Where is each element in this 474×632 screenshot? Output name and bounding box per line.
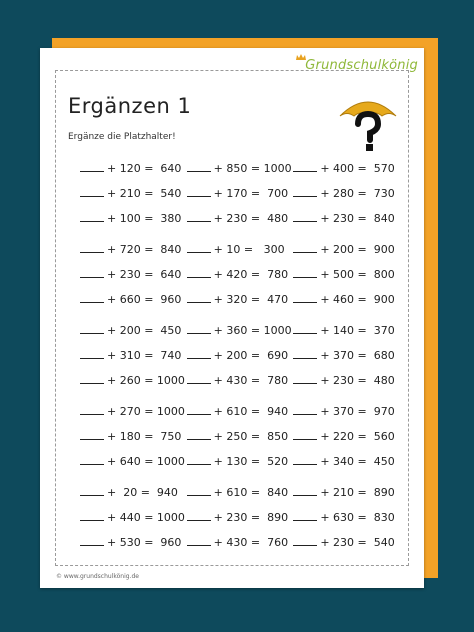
equation-text: + 230 = 640 (107, 268, 182, 281)
equation-text: + 100 = 380 (107, 212, 182, 225)
equation (187, 162, 294, 175)
equation-text: + 850 = 1000 (213, 162, 292, 175)
equation (187, 212, 294, 225)
equation-text: + 140 = 370 (320, 324, 395, 337)
equation-text: + 230 = 480 (320, 374, 395, 387)
brand-logo: Grundschulkönig (305, 58, 418, 73)
answer-blank[interactable] (80, 164, 104, 172)
answer-blank[interactable] (293, 214, 317, 222)
answer-blank[interactable] (187, 270, 211, 278)
equation-text: + 440 = 1000 (107, 511, 185, 524)
equation-text: + 280 = 730 (320, 187, 395, 200)
page-title: Ergänzen 1 (68, 94, 192, 118)
equation-text: + 10 = 300 (213, 243, 285, 256)
equation-text: + 340 = 450 (320, 455, 395, 468)
equation (187, 268, 294, 281)
equation-text: + 230 = 480 (213, 212, 289, 225)
answer-blank[interactable] (293, 488, 317, 496)
exercise-group (80, 480, 400, 555)
exercise-group (80, 156, 400, 231)
equation (293, 430, 400, 443)
exercise-group (80, 237, 400, 312)
equation (187, 455, 294, 468)
equation (293, 212, 400, 225)
answer-blank[interactable] (293, 407, 317, 415)
equation-text: + 500 = 800 (320, 268, 395, 281)
equation (80, 268, 187, 281)
exercise-row (80, 480, 400, 505)
answer-blank[interactable] (293, 513, 317, 521)
equation-text: + 220 = 560 (320, 430, 395, 443)
exercise-row (80, 399, 400, 424)
equation-text: + 660 = 960 (107, 293, 182, 306)
answer-blank[interactable] (187, 488, 211, 496)
equation-text: + 230 = 890 (213, 511, 289, 524)
equation-text: + 610 = 840 (213, 486, 289, 499)
answer-blank[interactable] (293, 295, 317, 303)
equation (187, 324, 294, 337)
equation (187, 511, 294, 524)
answer-blank[interactable] (293, 326, 317, 334)
equation (293, 268, 400, 281)
equation-text: + 370 = 680 (320, 349, 395, 362)
equation-text: + 360 = 1000 (213, 324, 292, 337)
answer-blank[interactable] (80, 376, 104, 384)
answer-blank[interactable] (80, 538, 104, 546)
equation (80, 455, 187, 468)
exercise-row (80, 368, 400, 393)
instruction-text: Ergänze die Platzhalter! (68, 132, 176, 142)
answer-blank[interactable] (293, 432, 317, 440)
equation-text: + 200 = 450 (107, 324, 182, 337)
equation (293, 243, 400, 256)
answer-blank[interactable] (187, 457, 211, 465)
answer-blank[interactable] (187, 407, 211, 415)
equation-text: + 370 = 970 (320, 405, 395, 418)
equation-text: + 170 = 700 (213, 187, 289, 200)
equation (80, 349, 187, 362)
answer-blank[interactable] (187, 351, 211, 359)
equation (293, 187, 400, 200)
equation-text: + 130 = 520 (213, 455, 289, 468)
question-umbrella-icon (336, 94, 400, 156)
answer-blank[interactable] (80, 214, 104, 222)
equation (293, 455, 400, 468)
equation (293, 405, 400, 418)
answer-blank[interactable] (293, 457, 317, 465)
equation (80, 293, 187, 306)
answer-blank[interactable] (187, 326, 211, 334)
answer-blank[interactable] (187, 295, 211, 303)
exercise-row (80, 156, 400, 181)
equation (293, 324, 400, 337)
equation (80, 536, 187, 549)
answer-blank[interactable] (187, 189, 211, 197)
answer-blank[interactable] (187, 538, 211, 546)
equation-text: + 200 = 900 (320, 243, 395, 256)
equation (80, 243, 187, 256)
equation (187, 374, 294, 387)
equation-text: + 420 = 780 (213, 268, 289, 281)
answer-blank[interactable] (80, 513, 104, 521)
equation (293, 511, 400, 524)
exercise-grid (80, 156, 400, 561)
equation-text: + 210 = 890 (320, 486, 395, 499)
answer-blank[interactable] (293, 351, 317, 359)
equation-text: + 120 = 640 (107, 162, 182, 175)
answer-blank[interactable] (293, 189, 317, 197)
answer-blank[interactable] (80, 407, 104, 415)
equation (293, 374, 400, 387)
answer-blank[interactable] (80, 326, 104, 334)
exercise-row (80, 343, 400, 368)
equation (187, 187, 294, 200)
equation (293, 536, 400, 549)
equation (80, 162, 187, 175)
equation-text: + 20 = 940 (107, 486, 178, 499)
exercise-row (80, 505, 400, 530)
answer-blank[interactable] (293, 376, 317, 384)
exercise-row (80, 449, 400, 474)
equation-text: + 640 = 1000 (107, 455, 185, 468)
equation-text: + 260 = 1000 (107, 374, 185, 387)
equation-text: + 200 = 690 (213, 349, 289, 362)
answer-blank[interactable] (293, 538, 317, 546)
exercise-row (80, 181, 400, 206)
exercise-group (80, 399, 400, 474)
worksheet-page (40, 48, 424, 588)
answer-blank[interactable] (187, 376, 211, 384)
equation-text: + 270 = 1000 (107, 405, 185, 418)
answer-blank[interactable] (80, 488, 104, 496)
exercise-row (80, 318, 400, 343)
equation (293, 349, 400, 362)
answer-blank[interactable] (187, 164, 211, 172)
equation (187, 293, 294, 306)
exercise-row (80, 424, 400, 449)
equation (80, 187, 187, 200)
equation-text: + 720 = 840 (107, 243, 182, 256)
exercise-row (80, 206, 400, 231)
equation-text: + 430 = 760 (213, 536, 289, 549)
equation (187, 486, 294, 499)
equation (80, 486, 187, 499)
equation-text: + 320 = 470 (213, 293, 289, 306)
equation (187, 536, 294, 549)
equation (80, 374, 187, 387)
equation (293, 486, 400, 499)
answer-blank[interactable] (80, 351, 104, 359)
answer-blank[interactable] (80, 432, 104, 440)
equation-text: + 230 = 840 (320, 212, 395, 225)
equation-text: + 250 = 850 (213, 430, 289, 443)
answer-blank[interactable] (80, 295, 104, 303)
equation (187, 349, 294, 362)
equation (293, 162, 400, 175)
equation (80, 405, 187, 418)
equation-text: + 230 = 540 (320, 536, 395, 549)
equation (187, 430, 294, 443)
equation (80, 324, 187, 337)
equation-text: + 630 = 830 (320, 511, 395, 524)
equation (293, 293, 400, 306)
answer-blank[interactable] (187, 513, 211, 521)
answer-blank[interactable] (187, 214, 211, 222)
exercise-group (80, 318, 400, 393)
exercise-row (80, 530, 400, 555)
exercise-row (80, 287, 400, 312)
answer-blank[interactable] (293, 164, 317, 172)
equation-text: + 610 = 940 (213, 405, 289, 418)
answer-blank[interactable] (80, 245, 104, 253)
equation-text: + 460 = 900 (320, 293, 395, 306)
footer-copyright: © www.grundschulkönig.de (56, 573, 139, 580)
equation-text: + 210 = 540 (107, 187, 182, 200)
equation (80, 430, 187, 443)
equation-text: + 430 = 780 (213, 374, 289, 387)
equation-text: + 180 = 750 (107, 430, 182, 443)
equation (187, 405, 294, 418)
equation-text: + 530 = 960 (107, 536, 182, 549)
answer-blank[interactable] (293, 270, 317, 278)
equation (80, 212, 187, 225)
exercise-row (80, 262, 400, 287)
answer-blank[interactable] (80, 189, 104, 197)
answer-blank[interactable] (80, 270, 104, 278)
equation (80, 511, 187, 524)
equation-text: + 310 = 740 (107, 349, 182, 362)
answer-blank[interactable] (293, 245, 317, 253)
exercise-row (80, 237, 400, 262)
equation-text: + 400 = 570 (320, 162, 395, 175)
equation (187, 243, 294, 256)
answer-blank[interactable] (187, 432, 211, 440)
answer-blank[interactable] (80, 457, 104, 465)
answer-blank[interactable] (187, 245, 211, 253)
